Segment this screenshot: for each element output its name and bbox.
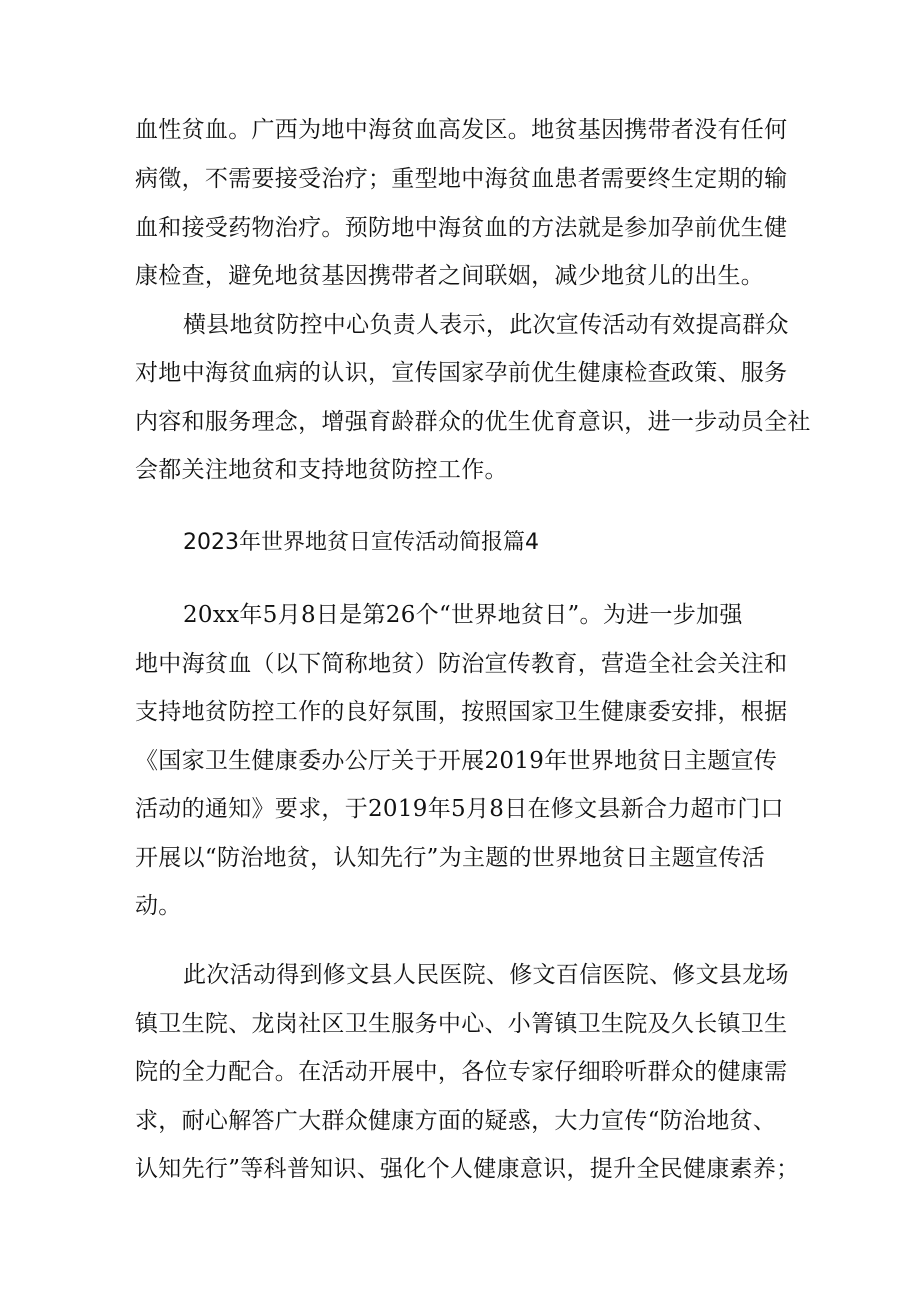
section-heading: 2023年世界地贫日宣传活动简报篇4 [183, 530, 539, 555]
paragraph-4-line-3: 院的全力配合。在活动开展中，各位专家仔细聆听群众的健康需 [135, 1059, 788, 1085]
paragraph-3-line-6: 开展以“防治地贫，认知先行”为主题的世界地贫日主题宣传活 [135, 845, 765, 871]
paragraph-4-line-2: 镇卫生院、龙岗社区卫生服务中心、小箐镇卫生院及久长镇卫生 [135, 1011, 788, 1037]
paragraph-2-line-1: 横县地贫防控中心负责人表示，此次宣传活动有效提高群众 [183, 312, 789, 338]
paragraph-2-line-2: 对地中海贫血病的认识，宣传国家孕前优生健康检查政策、服务 [135, 360, 788, 386]
paragraph-4-line-4: 求，耐心解答广大群众健康方面的疑惑，大力宣传“防治地贫、 [135, 1108, 777, 1134]
paragraph-1-line-3: 血和接受药物治疗。预防地中海贫血的方法就是参加孕前优生健 [135, 215, 788, 241]
paragraph-2-line-3: 内容和服务理念，增强育龄群众的优生优育意识，进一步动员全社 [135, 409, 811, 435]
paragraph-1-line-1: 血性贫血。广西为地中海贫血高发区。地贫基因携带者没有任何 [135, 117, 788, 143]
paragraph-3-line-2: 地中海贫血（以下简称地贫）防治宣传教育，营造全社会关注和 [135, 651, 788, 677]
paragraph-3-line-4: 《国家卫生健康委办公厅关于开展2019年世界地贫日主题宣传 [135, 748, 778, 774]
paragraph-1-line-4: 康检查，避免地贫基因携带者之间联姻，减少地贫儿的出生。 [135, 263, 765, 289]
paragraph-3-line-7: 动。 [135, 893, 182, 919]
paragraph-2-line-4: 会都关注地贫和支持地贫防控工作。 [135, 457, 508, 483]
paragraph-3-line-3: 支持地贫防控工作的良好氛围，按照国家卫生健康委安排，根据 [135, 699, 788, 725]
paragraph-3-line-1: 20xx年5月8日是第26个“世界地贫日”。为进一步加强 [183, 602, 743, 628]
paragraph-1-line-2: 病徵，不需要接受治疗；重型地中海贫血患者需要终生定期的输 [135, 166, 788, 192]
paragraph-4-line-5: 认知先行”等科普知识、强化个人健康意识，提升全民健康素养； [135, 1156, 800, 1182]
paragraph-3-line-5: 活动的通知》要求，于2019年5月8日在修文县新合力超市门口 [135, 796, 784, 822]
paragraph-4-line-1: 此次活动得到修文县人民医院、修文百信医院、修文县龙场 [183, 962, 789, 988]
